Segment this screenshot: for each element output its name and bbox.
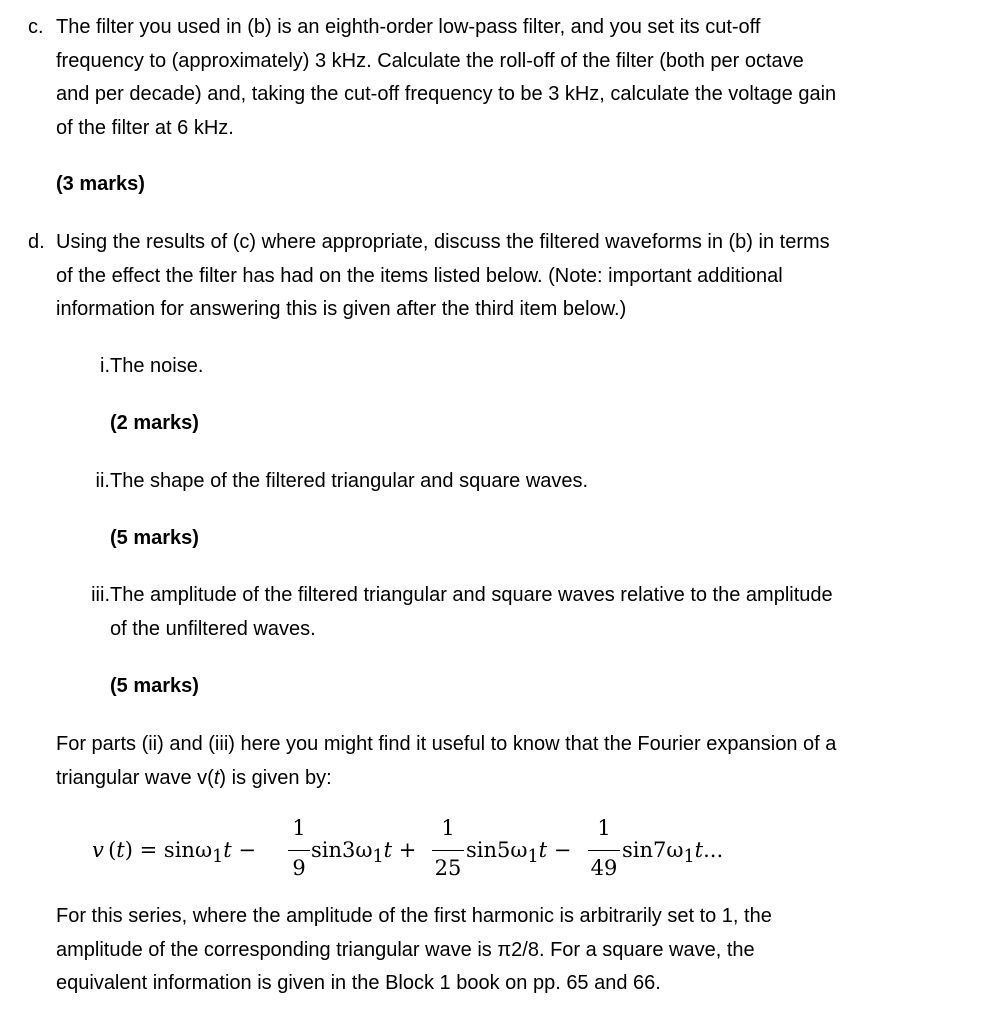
equation-operator: −	[238, 838, 256, 862]
equation-subscript: 1	[527, 847, 539, 868]
sub-item-i	[56, 350, 936, 384]
equation-var: v	[92, 838, 104, 862]
sub-item-ii-marks: (5 marks)	[110, 527, 199, 549]
equation-fraction	[288, 812, 310, 888]
sub-item-text: The shape of the filtered triangular and square waves.	[110, 470, 589, 492]
fraction-bar	[432, 850, 464, 851]
fourier-equation	[92, 812, 792, 888]
question-c-line: of the filter at 6 kHz.	[56, 116, 234, 139]
equation-subscript: 1	[212, 847, 224, 868]
equation-var: t	[538, 838, 548, 862]
equation-var: t	[694, 838, 704, 862]
equation-paren: (	[108, 838, 117, 862]
sub-item-text	[110, 579, 936, 646]
sub-item-iii-marks: (5 marks)	[110, 675, 199, 697]
fourier-intro-line	[56, 762, 946, 796]
equation-term-group	[311, 812, 416, 895]
sub-item-iii	[56, 579, 936, 646]
equation-equals: =	[139, 838, 158, 862]
equation-subscript: 1	[683, 847, 695, 868]
equation-lhs	[92, 812, 256, 895]
fourier-intro-line: For parts (ii) and (iii) here you might find it useful to know that the Fourier expansion of a	[56, 733, 837, 755]
equation-fraction	[588, 812, 620, 888]
sub-item-i-marks: (2 marks)	[110, 412, 199, 434]
question-c-line: frequency to (approximately) 3 kHz. Calculate the roll-off of the filter (both per octave	[56, 49, 804, 72]
closing-line: For this series, where the amplitude of the first harmonic is arbitrarily set to 1, the	[56, 905, 772, 927]
equation-term: sinω	[163, 838, 213, 862]
fraction-bar	[288, 850, 310, 851]
question-d	[28, 226, 948, 327]
question-c-marks: (3 marks)	[56, 173, 145, 195]
sub-item-ii	[56, 465, 936, 499]
equation-term: sin7ω	[622, 838, 684, 862]
question-c-line: and per decade) and, taking the cut-off frequency to be 3 kHz, calculate the voltage gain	[56, 83, 837, 105]
equation-var: t	[383, 838, 393, 862]
fraction-denominator: 9	[292, 856, 306, 880]
equation-paren: )	[124, 838, 133, 862]
question-d-line: information for answering this is given after the third item below.)	[56, 298, 627, 320]
equation-term: sin3ω	[311, 838, 373, 862]
fourier-intro-text: triangular wave v(	[56, 766, 214, 789]
question-d-text	[56, 226, 948, 327]
closing-paragraph	[56, 900, 946, 1001]
fraction-numerator: 1	[597, 816, 611, 840]
fraction-numerator: 1	[441, 816, 455, 840]
equation-term: sin5ω	[466, 838, 528, 862]
fourier-intro-text: ) is given by:	[219, 766, 332, 789]
equation-operator: −	[553, 838, 572, 862]
equation-term-group	[622, 812, 723, 895]
sub-item-text: The noise.	[110, 355, 204, 377]
equation-var: t	[223, 838, 232, 862]
closing-line: equivalent information is given in the Block 1 book on pp. 65 and 66.	[56, 972, 661, 994]
fourier-intro	[56, 728, 946, 795]
equation-fraction	[432, 812, 464, 888]
equation-var: t	[116, 838, 125, 862]
question-c	[28, 11, 948, 145]
question-c-label: c.	[28, 16, 44, 38]
question-c-line: The filter you used in (b) is an eighth-order low-pass filter, and you set its cut-off	[56, 16, 761, 38]
question-d-line: of the effect the filter has had on the items listed below. (Note: important additional	[56, 264, 783, 287]
closing-line: amplitude of the corresponding triangular wave is π2/8. For a square wave, the	[56, 938, 755, 961]
sub-item-label: ii.	[95, 470, 110, 492]
equation-operator: +	[398, 838, 417, 862]
fraction-denominator: 25	[434, 856, 462, 880]
question-d-label: d.	[28, 231, 45, 253]
equation-ellipsis: ...	[703, 838, 724, 862]
fraction-bar	[588, 850, 620, 851]
equation-term-group	[466, 812, 571, 895]
fraction-denominator: 49	[590, 856, 618, 880]
fourier-intro-variable: t	[213, 766, 220, 789]
sub-item-line: of the unfiltered waves.	[110, 617, 316, 640]
sub-item-label: iii.	[91, 584, 110, 606]
fraction-numerator: 1	[292, 816, 306, 840]
sub-item-line: The amplitude of the filtered triangular and square waves relative to the amplitude	[110, 584, 833, 606]
question-c-text	[56, 11, 948, 145]
question-d-line: Using the results of (c) where appropriate, discuss the filtered waveforms in (b) in terms	[56, 231, 830, 253]
equation-subscript: 1	[372, 847, 384, 868]
sub-item-label: i.	[100, 355, 110, 377]
